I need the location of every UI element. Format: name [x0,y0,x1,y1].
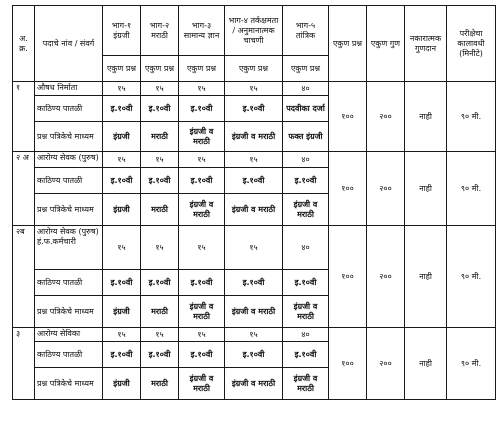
part-questions: १५ [179,82,225,96]
header-duration: परीक्षेचा कालावधी (मिनीटे) [447,6,496,82]
difficulty-level: इ.१०वी [179,96,225,122]
total-questions: १०० [329,226,367,328]
exam-duration: ९० मी. [447,152,496,226]
difficulty-level: इ.१०वी [283,168,329,194]
difficulty-label: काठिण्य पातळी [35,96,103,122]
difficulty-level: पदवीका दर्जा [283,96,329,122]
part-questions: ४० [283,152,329,168]
question-paper-medium: इंग्रजी व मराठी [179,122,225,152]
table-row [13,152,496,168]
total-questions: १०० [329,152,367,226]
exam-rows [13,82,496,400]
part-questions: १५ [225,82,283,96]
part-questions: १५ [141,226,179,270]
post-name: आरोग्य सेवक (पुरुष) [35,152,103,168]
question-paper-medium: इंग्रजी व मराठी [283,296,329,328]
subheader-total-questions: एकुण प्रश्न [103,56,141,82]
question-paper-medium: इंग्रजी [103,368,141,400]
difficulty-level: इ.१०वी [179,342,225,368]
total-marks: २०० [367,328,405,400]
exam-pattern-document [12,5,495,400]
negative-marking: नाही [405,226,447,328]
header-total-questions: एकुण प्रश्न [329,6,367,82]
difficulty-label: काठिण्य पातळी [35,168,103,194]
header-part1: भाग-१ इंग्रजी [103,6,141,56]
difficulty-level: इ.१०वी [141,96,179,122]
question-paper-medium: इंग्रजी व मराठी [225,122,283,152]
header-negative-marking: नकारात्मक गुणदान [405,6,447,82]
question-paper-medium: इंग्रजी व मराठी [179,194,225,226]
medium-label: प्रश्न पत्रिकेचे माध्यम [35,296,103,328]
part-questions: १५ [103,328,141,342]
medium-label: प्रश्न पत्रिकेचे माध्यम [35,368,103,400]
exam-duration: ९० मी. [447,226,496,328]
negative-marking: नाही [405,82,447,152]
difficulty-label: काठिण्य पातळी [35,270,103,296]
part-questions: १५ [141,152,179,168]
difficulty-level: इ.१०वी [179,270,225,296]
part-questions: १५ [225,152,283,168]
question-paper-medium: इंग्रजी व मराठी [225,368,283,400]
header-post: पदाचे नांव / संवर्ग [35,6,103,82]
difficulty-level: इ.१०वी [283,270,329,296]
serial-number: २ब [13,226,35,328]
difficulty-level: इ.१०वी [225,342,283,368]
question-paper-medium: फक्त इंग्रजी [283,122,329,152]
exam-duration: ९० मी. [447,328,496,400]
question-paper-medium: इंग्रजी [103,194,141,226]
question-paper-medium: मराठी [141,368,179,400]
difficulty-level: इ.१०वी [103,96,141,122]
serial-number: २ अ [13,152,35,226]
table-row [13,82,496,96]
table-row [13,226,496,270]
subheader-total-questions: एकुण प्रश्न [141,56,179,82]
total-marks: २०० [367,152,405,226]
part-questions: १५ [179,328,225,342]
post-name: आरोग्य सेवक (पुरुष) हं.फ.कर्मचारी [35,226,103,270]
question-paper-medium: इंग्रजी व मराठी [283,368,329,400]
difficulty-label: काठिण्य पातळी [35,342,103,368]
medium-label: प्रश्न पत्रिकेचे माध्यम [35,194,103,226]
question-paper-medium: इंग्रजी व मराठी [225,194,283,226]
negative-marking: नाही [405,152,447,226]
difficulty-level: इ.१०वी [141,168,179,194]
question-paper-medium: इंग्रजी [103,296,141,328]
subheader-total-questions: एकुण प्रश्न [283,56,329,82]
subheader-total-questions: एकुण प्रश्न [179,56,225,82]
question-paper-medium: मराठी [141,194,179,226]
header-part5: भाग-५ तांत्रिक [283,6,329,56]
negative-marking: नाही [405,328,447,400]
difficulty-level: इ.१०वी [225,168,283,194]
part-questions: १५ [179,152,225,168]
difficulty-level: इ.१०वी [179,168,225,194]
total-marks: २०० [367,226,405,328]
question-paper-medium: मराठी [141,122,179,152]
difficulty-level: इ.१०वी [283,342,329,368]
subheader-total-questions: एकुण प्रश्न [225,56,283,82]
serial-number: १ [13,82,35,152]
question-paper-medium: इंग्रजी व मराठी [179,368,225,400]
total-questions: १०० [329,82,367,152]
header-part2: भाग-२ मराठी [141,6,179,56]
difficulty-level: इ.१०वी [103,270,141,296]
question-paper-medium: इंग्रजी व मराठी [225,296,283,328]
part-questions: १५ [103,226,141,270]
question-paper-medium: मराठी [141,296,179,328]
total-questions: १०० [329,328,367,400]
part-questions: १५ [141,328,179,342]
difficulty-level: इ.१०वी [103,168,141,194]
question-paper-medium: इंग्रजी [103,122,141,152]
part-questions: १५ [179,226,225,270]
difficulty-level: इ.१०वी [141,270,179,296]
table-row [13,328,496,342]
post-name: आरोग्य सेविका [35,328,103,342]
difficulty-level: इ.१०वी [141,342,179,368]
exam-duration: ९० मी. [447,82,496,152]
exam-pattern-table [12,5,496,400]
header-part4: भाग-४ तर्कक्षमता / अनुमानात्मक चाचणी [225,6,283,56]
part-questions: १५ [225,328,283,342]
part-questions: ४० [283,226,329,270]
difficulty-level: इ.१०वी [225,96,283,122]
header-total-marks: एकुण गुण [367,6,405,82]
difficulty-level: इ.१०वी [103,342,141,368]
serial-number: ३ [13,328,35,400]
part-questions: १५ [225,226,283,270]
question-paper-medium: इंग्रजी व मराठी [179,296,225,328]
total-marks: २०० [367,82,405,152]
question-paper-medium: इंग्रजी व मराठी [283,194,329,226]
difficulty-level: इ.१०वी [225,270,283,296]
part-questions: १५ [103,82,141,96]
part-questions: १५ [141,82,179,96]
medium-label: प्रश्न पत्रिकेचे माध्यम [35,122,103,152]
part-questions: ४० [283,328,329,342]
part-questions: १५ [103,152,141,168]
header-serial: अ. क्र. [13,6,35,82]
header-part3: भाग-३ सामान्य ज्ञान [179,6,225,56]
post-name: औषध निर्माता [35,82,103,96]
part-questions: ४० [283,82,329,96]
